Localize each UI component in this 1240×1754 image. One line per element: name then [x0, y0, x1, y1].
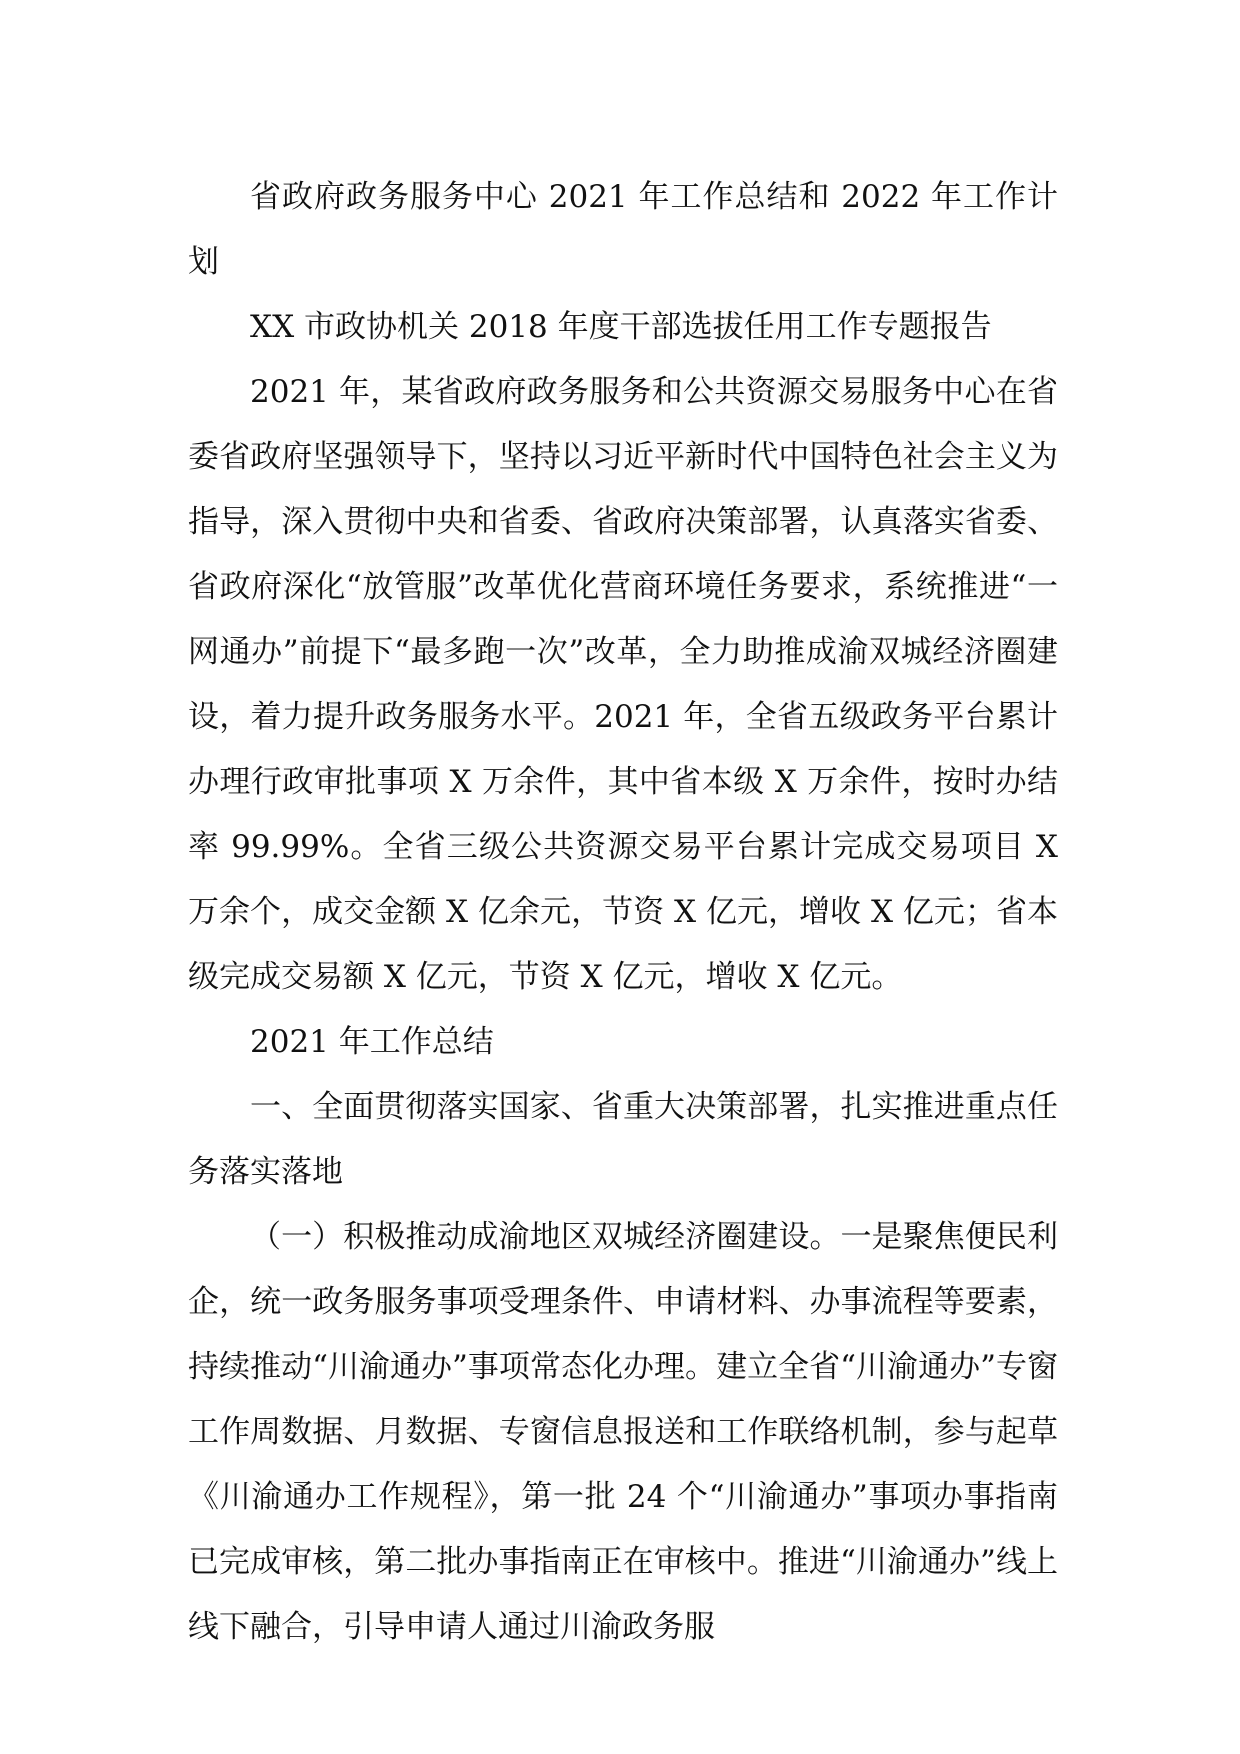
- document-body: [188, 165, 1058, 1660]
- document-title: 省政府政务服务中心 2021 年工作总结和 2022 年工作计划: [188, 179, 1058, 280]
- section-heading: 2021 年工作总结: [250, 1024, 494, 1060]
- document-subtitle: XX 市政协机关 2018 年度干部选拔任用工作专题报告: [250, 309, 992, 345]
- paragraph-intro: 2021 年，某省政府政务服务和公共资源交易服务中心在省委省政府坚强领导下，坚持以习近平新时代中国特色社会主义为指导，深入贯彻中央和省委、省政府决策部署，认真落实省委、省政府深化“放管服”改革优化营商环境任务要求，系统推进“一网通办”前提下“最多跑一次”改革，全力助推成渝双城经济圈建设，着力提升政务服务水平。2021 年，全省五级政务平台累计办理行政审批事项 X 万余件，其中省本级 X 万余件，按时办结率 99.99%。全省三级公共资源交易平台累计完成交易项目 X 万余个，成交金额 X 亿余元，节资 X 亿元，增收 X 亿元；省本级完成交易额 X 亿元，节资 X 亿元，增收 X 亿元。: [188, 374, 1058, 995]
- paragraph-detail: （一）积极推动成渝地区双城经济圈建设。一是聚焦便民利企，统一政务服务事项受理条件、申请材料、办事流程等要素，持续推动“川渝通办”事项常态化办理。建立全省“川渝通办”专窗工作周数据、月数据、专窗信息报送和工作联络机制，参与起草《川渝通办工作规程》，第一批 24 个“川渝通办”事项办事指南已完成审核，第二批办事指南正在审核中。推进“川渝通办”线上线下融合，引导申请人通过川渝政务服: [188, 1219, 1058, 1645]
- subsection-heading: 一、全面贯彻落实国家、省重大决策部署，扎实推进重点任务落实落地: [188, 1089, 1058, 1190]
